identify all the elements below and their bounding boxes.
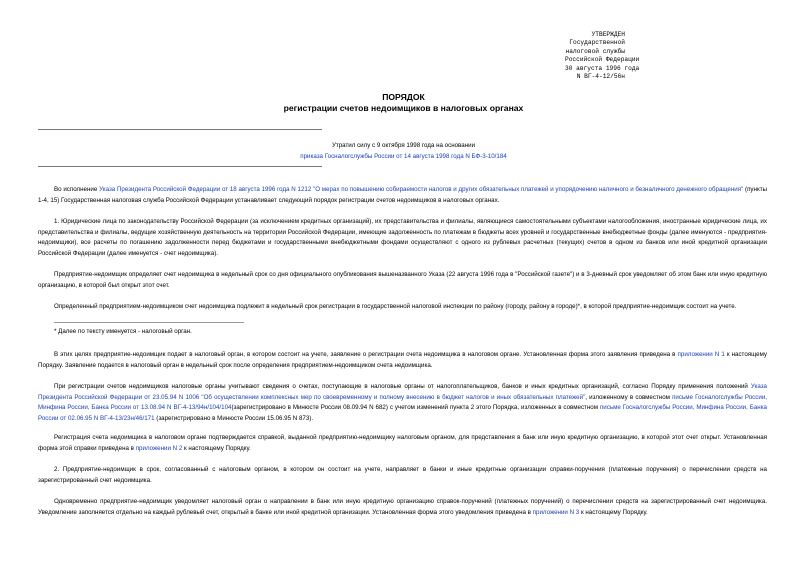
lost-force-link[interactable]: приказа Госналогслужбы России от 14 августа 1998 года N БФ-3-10/184 <box>300 153 507 160</box>
divider-top <box>38 129 322 130</box>
lost-force-note <box>0 140 807 162</box>
appendix-2-link[interactable]: приложении N 2 <box>135 444 183 452</box>
paragraph-text: к настоящему Порядку. Заявление подается в налоговый орган в недельный срок после определения предприятием-недоимщиком счета недоимщика. <box>38 351 767 369</box>
letter-1995-link[interactable]: письме Госналогслужбы России, Минфина России, Банка России от 02.06.95 N ВГ-4-13/23н/46/171 <box>38 404 767 422</box>
approval-line: УТВЕРЖДЕН <box>591 31 625 38</box>
document-title <box>0 92 807 114</box>
paragraph-text: (зарегистрировано в Минюсте России 15.06.95 N 873). <box>154 414 314 422</box>
paragraph-6 <box>38 433 767 454</box>
paragraph-text: , изложенному в совместном <box>585 393 673 401</box>
paragraph-3: Определенный предприятием-недоимщиком счет недоимщика подлежит в недельный срок регистрации в государственной налоговой инспекции по району (городу, району в городе)*, в которой предприятие-недоимщик состоит на учете. <box>54 303 737 310</box>
footnote: * Далее по тексту именуется - налоговый орган. <box>54 328 192 335</box>
paragraph-text: При регистрации счетов недоимщиков налоговые органы учитывают сведения о счетах, поступающие в налоговые органы от налогоплательщиков, банков и иных кредитных организаций, согласно Порядку применения положений <box>54 383 751 390</box>
approval-line: 30 августа 1996 года <box>565 64 640 72</box>
paragraph-2: Предприятие-недоимщик определяет счет недоимщика в недельный срок со дня официального опубликования вышеназванного Указа (22 августа 1996 года в "Российской газете") и в 3-дневный срок уведомляет об этом банк или иную кредитную организацию, в которой был открыт этот счет. <box>38 271 767 289</box>
paragraph-text: Регистрация счета недоимщика в налоговом органе подтверждается справкой, выданной предприятию-недоимщику налоговым органом, для представления в банк или иную кредитную организацию, в которой этот счет открыт. Установленная форма этой справки приведена в <box>38 434 767 452</box>
paragraph-text: к настоящему Порядку. <box>579 508 648 516</box>
approval-line: N ВГ-4-12/56н <box>576 73 625 81</box>
paragraph-4 <box>38 350 767 371</box>
title-line-1: ПОРЯДОК <box>382 92 425 102</box>
paragraph-text: к настоящему Порядку. <box>182 444 251 452</box>
intro-text: Во исполнение <box>54 186 100 193</box>
decree-1006-link[interactable]: Указа Президента Российской Федерации от 23.05.94 N 1006 "Об осуществлении комплексных мер по своевременному и полному внесению в бюджет налогов и иных обязательных платежей" <box>38 383 767 401</box>
title-line-2: регистрации счетов недоимщиков в налоговых органах <box>283 103 524 113</box>
letter-1994-link[interactable]: письме Госналогслужбы России, Минфина России, Банка России от 13.08.94 N ВГ-4-13/94н/104/104 <box>38 393 767 411</box>
approval-line: налоговой службы <box>565 47 625 55</box>
approval-line: Государственной <box>569 39 625 47</box>
paragraph-7: 2. Предприятие-недоимщик в срок, согласованный с налоговым органом, в котором он состоит на учете, направляет в банки и иные кредитные организации справки-поручения (платежные поручения) о перечислении средств на зарегистрированный счет недоимщика. <box>38 466 767 484</box>
appendix-3-link[interactable]: приложении N 3 <box>532 508 580 516</box>
paragraph-5 <box>38 382 767 424</box>
lost-force-text: Утратил силу с 9 октября 1998 года на основании <box>331 142 476 149</box>
intro-paragraph <box>38 185 767 206</box>
paragraph-1: 1. Юридические лица по законодательству Российской Федерации (за исключением кредитных организаций), их представительства и филиалы, являющиеся самостоятельными субъектами налогообложения, иностранные юридические лица, их представительства и филиалы, ведущие хозяйственную деятельность на территории Российской Федерации, имеющие задолженность по платежам в бюджеты всех уровней и государственные внебюджетные фонды (далее именуются - предприятия-недоимщики), все расчеты по погашению задолженности перед бюджетами и государственными внебюджетными фондами осуществляют с одного из рублевых расчетных (текущих) счетов в одном из банков или иной кредитной организации Российской Федерации (далее именуется - счет недоимщика). <box>38 218 767 257</box>
paragraph-text: (зарегистрировано в Минюсте России 08.09.94 N 682) с учетом изменений пункта 2 этого Порядка, изложенных в совместном <box>231 404 600 411</box>
appendix-1-link[interactable]: приложении N 1 <box>677 351 725 358</box>
divider-bottom <box>38 166 322 167</box>
approval-line: Российской Федерации <box>565 56 640 64</box>
paragraph-8 <box>38 497 767 518</box>
intro-text: (пункты 1-4, 15) Государственная налоговая служба Российской Федерации устанавливает следующий порядок регистрации счетов недоимщиков в налоговых органах. <box>38 186 767 204</box>
footnote-divider <box>54 322 244 323</box>
decree-1212-link[interactable]: Указа Президента Российской Федерации от 18 августа 1996 года N 1212 "О мерах по повышению собираемости налогов и других обязательных платежей и упорядочению наличного и безналичного денежного обращения" <box>99 186 744 193</box>
paragraph-text: В этих целях предприятие-недоимщик подает в налоговый орган, в котором состоит на учете, заявление о регистрации счета недоимщика в налоговом органе. Установленная форма этого заявления приведена в <box>54 351 678 358</box>
paragraph-text: Одновременно предприятие-недоимщик уведомляет налоговый орган о направлении в банк или иную кредитную организацию справок-поручений (платежных поручений) о перечислении средств на зарегистрированный счет недоимщика. Уведомление заполняется отдельно на каждый рублевый счет, открытый в банке или иной кредитной организации. Установленная форма этого уведомления приведена в <box>38 498 767 516</box>
approval-block <box>565 31 640 81</box>
